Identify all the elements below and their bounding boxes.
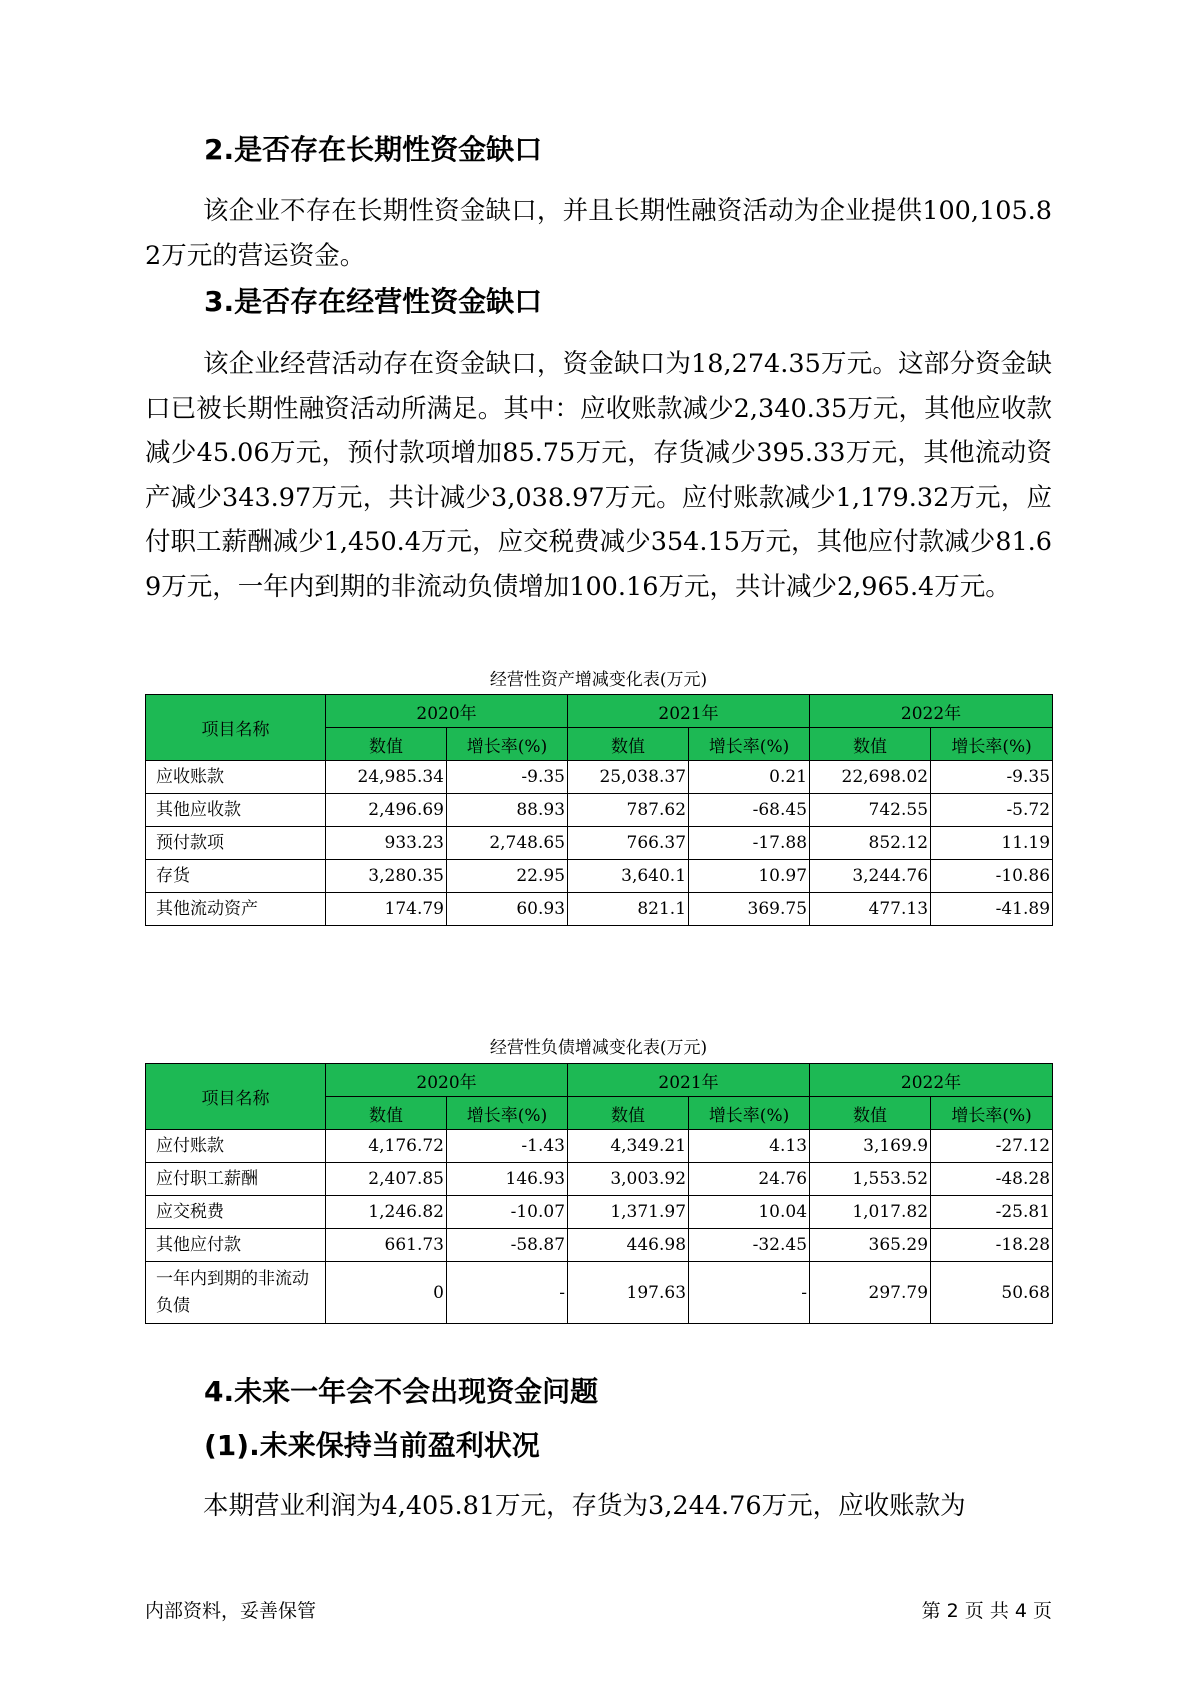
assets-change-table: [145, 694, 1053, 926]
growth-2021: 0.21: [689, 761, 810, 794]
growth-2021: -32.45: [689, 1229, 810, 1262]
section-3-paragraph: 该企业经营活动存在资金缺口，资金缺口为18,274.35万元。这部分资金缺口已被长期性融资活动所满足。其中：应收账款减少2,340.35万元，其他应收款减少45.06万元，预付款项增加85.75万元，存货减少395.33万元，其他流动资产减少343.97万元，共计减少3,038.97万元。应付账款减少1,179.32万元，应付职工薪酬减少1,450.4万元，应交税费减少354.15万元，其他应付款减少81.69万元，一年内到期的非流动负债增加100.16万元，共计减少2,965.4万元。: [145, 349, 1052, 602]
footer-confidential-note: 内部资料，妥善保管: [145, 1600, 317, 1622]
value-2022: 477.13: [810, 893, 931, 926]
growth-2021: -: [689, 1262, 810, 1324]
value-2020: 661.73: [326, 1229, 447, 1262]
value-2022: 742.55: [810, 794, 931, 827]
row-name: 应收账款: [146, 761, 326, 794]
value-2020: 1,246.82: [326, 1196, 447, 1229]
year-header: 2022年: [810, 695, 1053, 728]
growth-2021: 10.97: [689, 860, 810, 893]
growth-header: 增长率(%): [447, 1097, 568, 1130]
growth-2022: -41.89: [931, 893, 1053, 926]
growth-2020: -10.07: [447, 1196, 568, 1229]
value-2020: 2,407.85: [326, 1163, 447, 1196]
growth-header: 增长率(%): [689, 1097, 810, 1130]
value-header: 数值: [568, 728, 689, 761]
section-4-subheading: (1).未来保持当前盈利状况: [204, 1429, 540, 1462]
growth-2020: 2,748.65: [447, 827, 568, 860]
growth-2021: 10.04: [689, 1196, 810, 1229]
liabilities-table-caption: 经营性负债增减变化表(万元): [489, 1038, 708, 1058]
growth-header: 增长率(%): [447, 728, 568, 761]
growth-2022: -27.12: [931, 1130, 1053, 1163]
assets-table-caption: 经营性资产增减变化表(万元): [489, 670, 708, 690]
value-header: 数值: [326, 728, 447, 761]
row-name: 预付款项: [146, 827, 326, 860]
value-2022: 3,169.9: [810, 1130, 931, 1163]
value-header: 数值: [810, 728, 931, 761]
table-row: [146, 893, 1053, 926]
value-2020: 0: [326, 1262, 447, 1324]
section-2-paragraph: 该企业不存在长期性资金缺口，并且长期性融资活动为企业提供100,105.82万元的营运资金。: [145, 196, 1052, 271]
growth-2022: -25.81: [931, 1196, 1053, 1229]
value-2021: 25,038.37: [568, 761, 689, 794]
value-2022: 1,553.52: [810, 1163, 931, 1196]
footer-page-number: 第 2 页 共 4 页: [921, 1600, 1052, 1622]
growth-2022: -18.28: [931, 1229, 1053, 1262]
row-name: 应付职工薪酬: [146, 1163, 326, 1196]
year-header: 2020年: [326, 695, 568, 728]
growth-header: 增长率(%): [689, 728, 810, 761]
value-2022: 22,698.02: [810, 761, 931, 794]
growth-2022: -48.28: [931, 1163, 1053, 1196]
growth-2020: -9.35: [447, 761, 568, 794]
item-name-header: 项目名称: [146, 695, 326, 761]
section-2-heading: 2.是否存在长期性资金缺口: [204, 133, 543, 166]
value-2021: 787.62: [568, 794, 689, 827]
value-2022: 365.29: [810, 1229, 931, 1262]
section-3-heading: 3.是否存在经营性资金缺口: [204, 285, 543, 318]
growth-2021: 369.75: [689, 893, 810, 926]
row-name: 其他应收款: [146, 794, 326, 827]
growth-2021: 4.13: [689, 1130, 810, 1163]
growth-2020: 146.93: [447, 1163, 568, 1196]
growth-2021: 24.76: [689, 1163, 810, 1196]
value-2021: 446.98: [568, 1229, 689, 1262]
row-name: 存货: [146, 860, 326, 893]
value-2020: 174.79: [326, 893, 447, 926]
row-name: 其他流动资产: [146, 893, 326, 926]
value-header: 数值: [326, 1097, 447, 1130]
row-name: 应交税费: [146, 1196, 326, 1229]
section-4-paragraph: 本期营业利润为4,405.81万元，存货为3,244.76万元，应收账款为: [203, 1491, 966, 1521]
row-name: 一年内到期的非流动负债: [146, 1262, 326, 1324]
value-2020: 4,176.72: [326, 1130, 447, 1163]
growth-2021: -17.88: [689, 827, 810, 860]
growth-2020: 22.95: [447, 860, 568, 893]
value-2022: 297.79: [810, 1262, 931, 1324]
table-row: [146, 860, 1053, 893]
table-row: [146, 1130, 1053, 1163]
value-2020: 24,985.34: [326, 761, 447, 794]
year-header: 2020年: [326, 1064, 568, 1097]
table-header-row: [146, 695, 1053, 728]
growth-2020: -58.87: [447, 1229, 568, 1262]
table-row: [146, 1229, 1053, 1262]
table-row: [146, 1163, 1053, 1196]
value-2022: 1,017.82: [810, 1196, 931, 1229]
growth-2020: 88.93: [447, 794, 568, 827]
section-4-heading: 4.未来一年会不会出现资金问题: [204, 1375, 599, 1408]
year-header: 2022年: [810, 1064, 1053, 1097]
value-2021: 4,349.21: [568, 1130, 689, 1163]
table-row: [146, 761, 1053, 794]
value-2020: 933.23: [326, 827, 447, 860]
table-row: [146, 827, 1053, 860]
growth-2022: -5.72: [931, 794, 1053, 827]
growth-2020: 60.93: [447, 893, 568, 926]
growth-2020: -1.43: [447, 1130, 568, 1163]
value-header: 数值: [568, 1097, 689, 1130]
value-2021: 3,640.1: [568, 860, 689, 893]
value-2021: 766.37: [568, 827, 689, 860]
liabilities-change-table: [145, 1063, 1053, 1324]
row-name: 应付账款: [146, 1130, 326, 1163]
table-row: [146, 794, 1053, 827]
growth-2022: -10.86: [931, 860, 1053, 893]
item-name-header: 项目名称: [146, 1064, 326, 1130]
growth-header: 增长率(%): [931, 728, 1053, 761]
growth-2022: 11.19: [931, 827, 1053, 860]
table-row: [146, 1262, 1053, 1324]
value-2020: 2,496.69: [326, 794, 447, 827]
year-header: 2021年: [568, 695, 810, 728]
value-header: 数值: [810, 1097, 931, 1130]
table-row: [146, 1196, 1053, 1229]
value-2021: 821.1: [568, 893, 689, 926]
value-2022: 3,244.76: [810, 860, 931, 893]
value-2020: 3,280.35: [326, 860, 447, 893]
growth-2021: -68.45: [689, 794, 810, 827]
value-2021: 197.63: [568, 1262, 689, 1324]
table-header-row: [146, 1064, 1053, 1097]
row-name: 其他应付款: [146, 1229, 326, 1262]
value-2021: 3,003.92: [568, 1163, 689, 1196]
value-2022: 852.12: [810, 827, 931, 860]
growth-2022: 50.68: [931, 1262, 1053, 1324]
growth-2020: -: [447, 1262, 568, 1324]
growth-2022: -9.35: [931, 761, 1053, 794]
value-2021: 1,371.97: [568, 1196, 689, 1229]
year-header: 2021年: [568, 1064, 810, 1097]
growth-header: 增长率(%): [931, 1097, 1053, 1130]
